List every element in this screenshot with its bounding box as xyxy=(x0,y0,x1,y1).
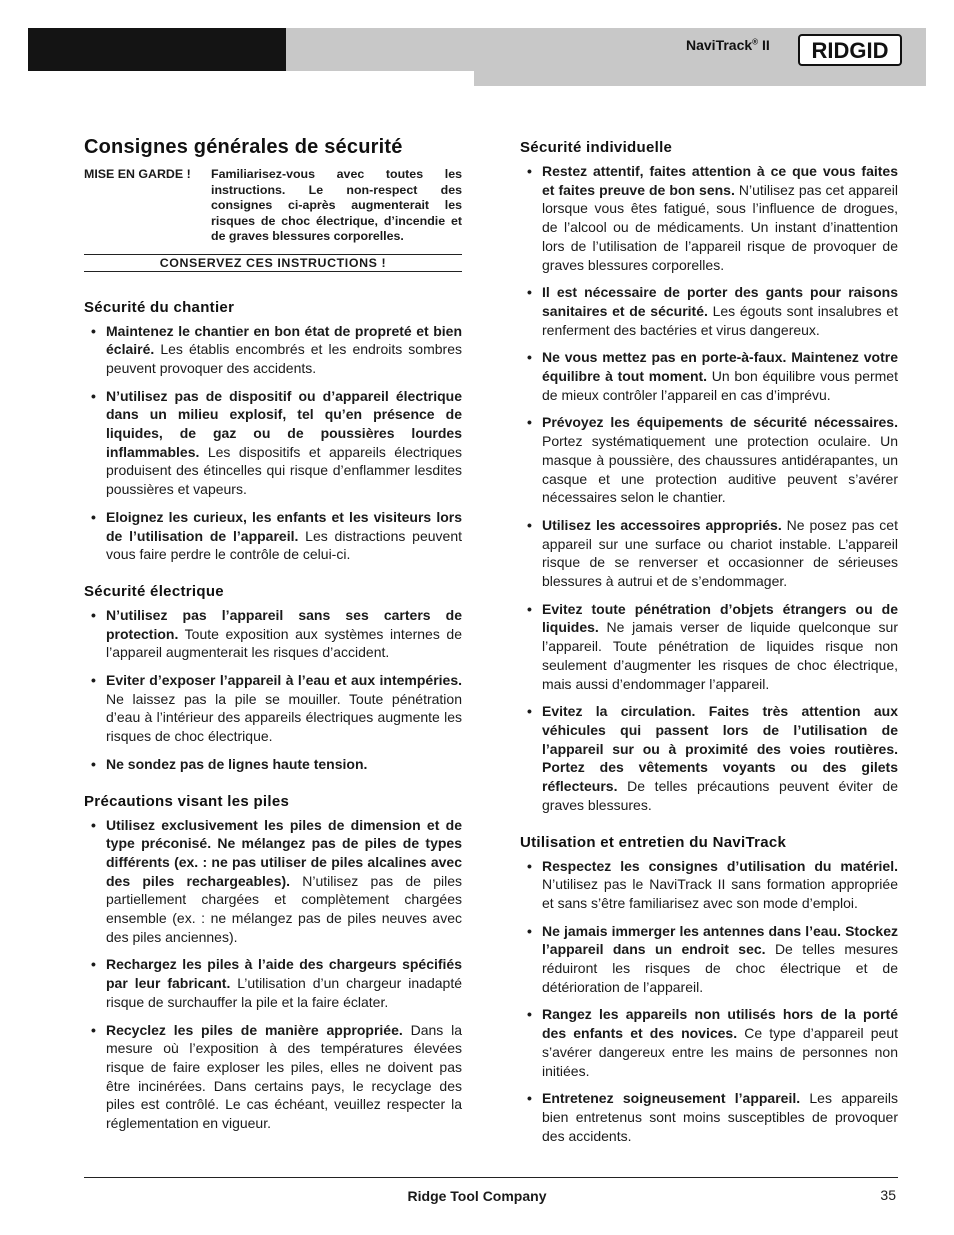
item-text: De telles précautions peuvent éviter de graves blessures. xyxy=(542,778,898,813)
product-name: NaviTrack® II xyxy=(686,37,770,53)
section xyxy=(84,583,462,774)
item-text: Un bon équilibre vous permet de mieux contrôler l’appareil en cas d’imprévu. xyxy=(542,368,898,403)
item-lead: Ne vous mettez pas en porte-à-faux. Maintenez votre équilibre à tout moment. xyxy=(542,349,898,385)
header-black-band xyxy=(28,28,286,71)
section xyxy=(84,299,462,564)
warning-block xyxy=(84,167,462,245)
item-lead: Maintenez le chantier en bon état de propreté et bien éclairé. xyxy=(106,322,462,358)
item-text: Les établis encombrés et les endroits sombres peuvent provoquer des accidents. xyxy=(106,341,462,376)
item-lead: Ne sondez pas de lignes haute tension. xyxy=(106,755,368,772)
page-title: Consignes générales de sécurité xyxy=(84,136,403,158)
item-text: L’utilisation d’un chargeur inadapté risque de surchauffer la pile et la faire éclater. xyxy=(106,975,462,1010)
section-heading: Utilisation et entretien du NaviTrack xyxy=(520,833,787,851)
list-item xyxy=(520,702,898,814)
item-lead: Respectez les consignes d’utilisation du matériel. xyxy=(542,857,898,874)
item-lead: N’utilisez pas de dispositif ou d’appareil électrique dans un milieu explosif, tel qu’en présence de liquides, de gaz ou de poussières lourdes inflammables. xyxy=(106,387,462,460)
item-text: Ne jamais verser de liquide quelconque sur l’appareil. Toute pénétration de liquides risque non seulement d’augmenter les risques de choc électrique, mais aussi d’endommager l’appareil. xyxy=(542,619,898,692)
item-lead: Eloignez les curieux, les enfants et les visiteurs lors de l’utilisation de l’appareil. xyxy=(106,508,462,544)
header-grey-strip xyxy=(474,71,926,86)
section xyxy=(84,793,462,1133)
item-lead: Il est nécessaire de porter des gants pour raisons sanitaires et de sécurité. xyxy=(542,284,898,319)
item-text: Dans la mesure où l’exposition à des températures élevées risque de faire exploser les piles, elles ne doivent pas être incinérées. Dans certains pays, le recyclage des piles est contrôlé. Le cas échéant, veuillez respecter la réglementation en vigueur. xyxy=(106,1021,462,1132)
list-item xyxy=(520,600,898,694)
section xyxy=(520,139,898,815)
item-text: De telles mesures réduiront les risques de choc électrique et de détérioration de l’appareil. xyxy=(542,941,899,995)
item-text: Ce type d’appareil peut s’avérer dangereux entre les mains de personnes non initiées. xyxy=(542,1025,898,1079)
list-item xyxy=(84,1021,462,1133)
list-item xyxy=(520,283,898,339)
left-column xyxy=(84,136,462,1133)
page-number: 35 xyxy=(880,1187,896,1203)
item-lead: N’utilisez pas l’appareil sans ses carters de protection. xyxy=(106,606,462,642)
item-lead: Restez attentif, faites attention à ce que vous faites et faites preuve de bon sens. xyxy=(542,163,898,198)
item-lead: Entretenez soigneusement l’appareil. xyxy=(542,1090,801,1107)
ridgid-logo xyxy=(798,34,902,66)
list-item xyxy=(84,387,462,499)
conserve-instructions: CONSERVEZ CES INSTRUCTIONS ! xyxy=(84,254,462,272)
item-lead: Utilisez exclusivement les piles de dimension et de type préconisé. Ne mélangez pas de piles de types différents (ex. : ne pas utiliser de piles alcalines avec des piles rechargeables). xyxy=(106,816,462,889)
bullet-list xyxy=(84,816,462,1133)
bullet-list xyxy=(520,857,898,1146)
list-item xyxy=(84,816,462,947)
list-item xyxy=(520,348,898,404)
item-text: Les dispositifs et appareils électriques produisent des étincelles qui risque d’enflammer lesdites poussières et vapeurs. xyxy=(106,443,462,498)
list-item xyxy=(84,508,462,564)
bullet-list xyxy=(520,162,898,815)
item-text: N’utilisez pas de piles partiellement chargées et complètement chargées ensemble (ex. : ne mélangez pas de piles neuves avec des piles anciennes). xyxy=(106,872,462,945)
section-heading: Sécurité individuelle xyxy=(520,139,673,156)
list-item xyxy=(520,1005,898,1080)
item-text: Portez systématiquement une protection oculaire. Un masque à poussière, des chaussures antidérapantes, un casque et une protection auditive peuvent s’avérer nécessaires selon le chantier. xyxy=(542,433,898,506)
footer-company: Ridge Tool Company xyxy=(407,1188,547,1204)
item-lead: Rechargez les piles à l’aide des chargeurs spécifiés par leur fabricant. xyxy=(106,956,462,992)
item-lead: Eviter d’exposer l’appareil à l’eau et aux intempéries. xyxy=(106,672,462,689)
item-lead: Prévoyez les équipements de sécurité nécessaires. xyxy=(542,414,898,431)
list-item xyxy=(520,516,898,591)
section xyxy=(520,834,898,1146)
list-item xyxy=(520,922,898,997)
item-text: Ne posez pas cet appareil sur une surface ou chariot instable. L’appareil risque de se renverser et occasionner de sérieuses blessures à autrui et de s’endommager. xyxy=(542,516,898,590)
item-text: Les distractions peuvent vous faire perdre le contrôle de celui-ci. xyxy=(106,527,462,563)
svg-text:RIDGID: RIDGID xyxy=(811,38,889,63)
list-item xyxy=(520,413,898,507)
item-lead: Rangez les appareils non utilisés hors de la porté des enfants et des novices. xyxy=(542,1006,898,1042)
list-item xyxy=(84,322,462,378)
bullet-list xyxy=(84,322,462,564)
list-item xyxy=(84,955,462,1011)
item-text: N’utilisez pas cet appareil lorsque vous êtes fatigué, sous l’influence de drogues, de l’alcool ou de médicaments. Un instant d’inattention lors de l’utilisation de l’appareil risque de provoquer de graves blessures corporelles. xyxy=(542,181,899,273)
list-item xyxy=(520,162,898,274)
section-heading: Précautions visant les piles xyxy=(84,792,290,810)
item-text: Les égouts sont insalubres et renferment des bactéries et virus dangereux. xyxy=(542,302,898,338)
item-lead: Evitez toute pénétration d’objets étrangers ou de liquides. xyxy=(542,600,898,636)
list-item xyxy=(520,857,898,913)
list-item xyxy=(84,755,462,774)
section-heading: Sécurité électrique xyxy=(84,582,224,600)
item-text: Ne laissez pas la pile se mouiller. Toute pénétration d’eau à l’intérieur des appareils électriques augmente les risques de choc électrique. xyxy=(106,690,462,745)
item-text: Les appareils bien entretenus sont moins susceptibles de provoquer des accidents. xyxy=(542,1090,899,1144)
item-lead: Utilisez les accessoires appropriés. xyxy=(542,516,782,533)
bullet-list xyxy=(84,606,462,774)
list-item xyxy=(520,1089,898,1145)
list-item xyxy=(84,671,462,746)
item-text: N’utilisez pas le NaviTrack II sans formation appropriée et sans s’être familiarisez avec son mode d’emploi. xyxy=(542,876,898,911)
right-column xyxy=(520,139,898,1145)
warning-label: MISE EN GARDE ! xyxy=(84,167,191,181)
item-lead: Ne jamais immerger les antennes dans l’eau. Stockez l’appareil dans un endroit sec. xyxy=(542,922,898,958)
list-item xyxy=(84,606,462,662)
item-lead: Evitez la circulation. Faites très attention aux véhicules qui passent lors de l’utilisation de l’appareil sur ou à proximité des voies routières. Portez des vêtements voyants ou des gilets réflecteurs. xyxy=(542,703,898,795)
section-heading: Sécurité du chantier xyxy=(84,298,235,316)
item-text: Toute exposition aux systèmes internes de l’appareil augmenterait les risques d’accident. xyxy=(106,625,462,661)
warning-text: Familiarisez-vous avec toutes les instructions. Le non-respect des consignes ci-après augmenterait les risques de choc électrique, d’incendie et de graves blessures corporelles. xyxy=(211,167,462,243)
footer-rule xyxy=(84,1177,898,1178)
item-lead: Recyclez les piles de manière appropriée. xyxy=(106,1021,403,1038)
